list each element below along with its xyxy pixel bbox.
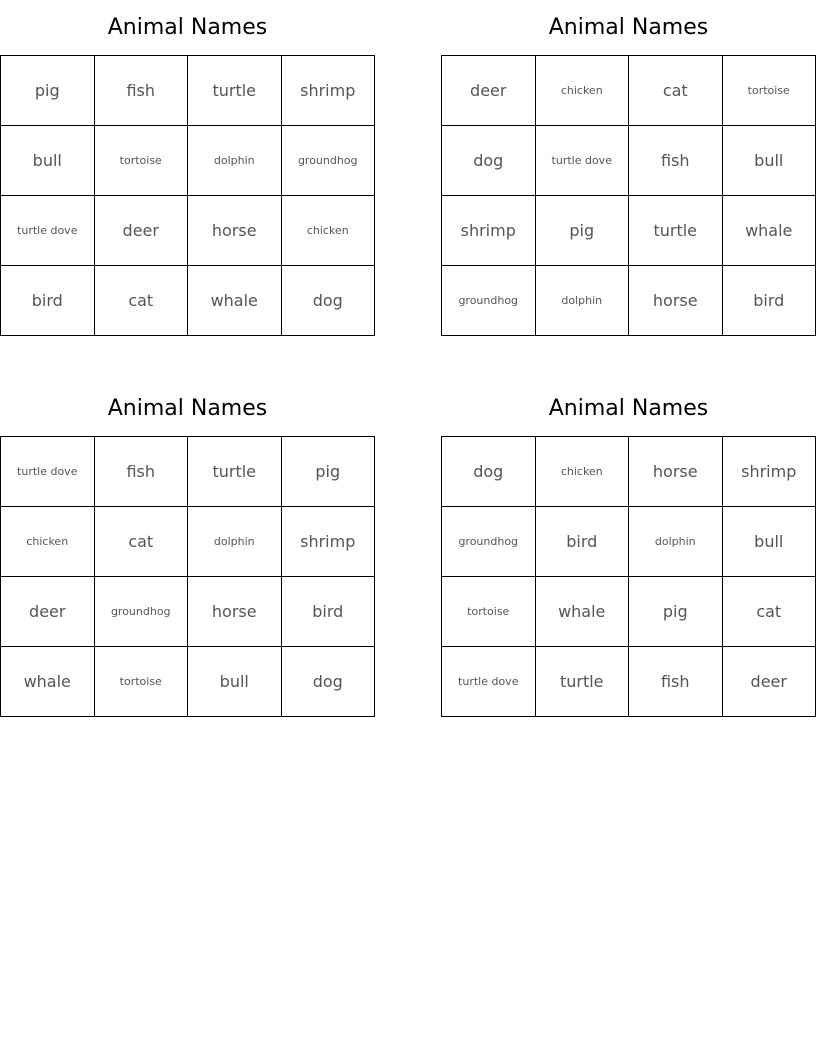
grid-cell: whale: [188, 266, 282, 336]
grid-cell: groundhog: [282, 126, 376, 196]
grid-cell: turtle dove: [442, 647, 536, 717]
bingo-card-3: [0, 381, 375, 717]
grid-cell: dolphin: [188, 126, 282, 196]
grid-cell: cat: [95, 266, 189, 336]
grid-cell: turtle: [188, 437, 282, 507]
grid-cell: pig: [282, 437, 376, 507]
grid-cell: dolphin: [629, 507, 723, 577]
grid-cell: bird: [1, 266, 95, 336]
grid-cell: horse: [188, 196, 282, 266]
grid-cell: whale: [536, 577, 630, 647]
bingo-card-2: [441, 0, 816, 336]
grid-cell: bird: [536, 507, 630, 577]
card-title: Animal Names: [107, 15, 268, 40]
grid-cell: groundhog: [95, 577, 189, 647]
grid-cell: turtle dove: [1, 196, 95, 266]
grid-cell: cat: [723, 577, 816, 647]
grid-cell: dolphin: [188, 507, 282, 577]
bingo-grid: [441, 436, 816, 717]
grid-cell: groundhog: [442, 507, 536, 577]
grid-cell: bull: [723, 507, 816, 577]
grid-cell: turtle dove: [536, 126, 630, 196]
grid-cell: cat: [95, 507, 189, 577]
grid-cell: deer: [1, 577, 95, 647]
grid-cell: fish: [95, 437, 189, 507]
grid-cell: deer: [95, 196, 189, 266]
grid-cell: bull: [1, 126, 95, 196]
grid-cell: dog: [442, 126, 536, 196]
grid-cell: dog: [282, 647, 376, 717]
grid-cell: dolphin: [536, 266, 630, 336]
grid-cell: fish: [629, 126, 723, 196]
grid-cell: dog: [282, 266, 376, 336]
grid-cell: tortoise: [723, 56, 816, 126]
grid-cell: groundhog: [442, 266, 536, 336]
grid-cell: deer: [723, 647, 816, 717]
grid-cell: horse: [629, 266, 723, 336]
grid-cell: pig: [629, 577, 723, 647]
grid-cell: turtle: [536, 647, 630, 717]
grid-cell: bull: [188, 647, 282, 717]
grid-cell: chicken: [536, 437, 630, 507]
grid-cell: chicken: [536, 56, 630, 126]
grid-cell: bull: [723, 126, 816, 196]
grid-cell: cat: [629, 56, 723, 126]
grid-cell: horse: [629, 437, 723, 507]
grid-cell: tortoise: [95, 126, 189, 196]
grid-cell: pig: [1, 56, 95, 126]
card-title: Animal Names: [107, 396, 268, 421]
grid-cell: horse: [188, 577, 282, 647]
grid-cell: fish: [95, 56, 189, 126]
grid-cell: fish: [629, 647, 723, 717]
grid-cell: chicken: [1, 507, 95, 577]
bingo-grid: [0, 436, 375, 717]
grid-cell: shrimp: [282, 507, 376, 577]
grid-cell: whale: [723, 196, 816, 266]
grid-cell: bird: [723, 266, 816, 336]
card-title: Animal Names: [548, 396, 709, 421]
grid-cell: bird: [282, 577, 376, 647]
grid-cell: pig: [536, 196, 630, 266]
bingo-grid: [441, 55, 816, 336]
card-title: Animal Names: [548, 15, 709, 40]
grid-cell: whale: [1, 647, 95, 717]
grid-cell: dog: [442, 437, 536, 507]
grid-cell: chicken: [282, 196, 376, 266]
grid-cell: turtle dove: [1, 437, 95, 507]
grid-cell: shrimp: [723, 437, 816, 507]
bingo-grid: [0, 55, 375, 336]
grid-cell: shrimp: [442, 196, 536, 266]
grid-cell: turtle: [188, 56, 282, 126]
grid-cell: tortoise: [442, 577, 536, 647]
bingo-card-4: [441, 381, 816, 717]
bingo-card-1: [0, 0, 375, 336]
grid-cell: turtle: [629, 196, 723, 266]
grid-cell: shrimp: [282, 56, 376, 126]
grid-cell: deer: [442, 56, 536, 126]
grid-cell: tortoise: [95, 647, 189, 717]
